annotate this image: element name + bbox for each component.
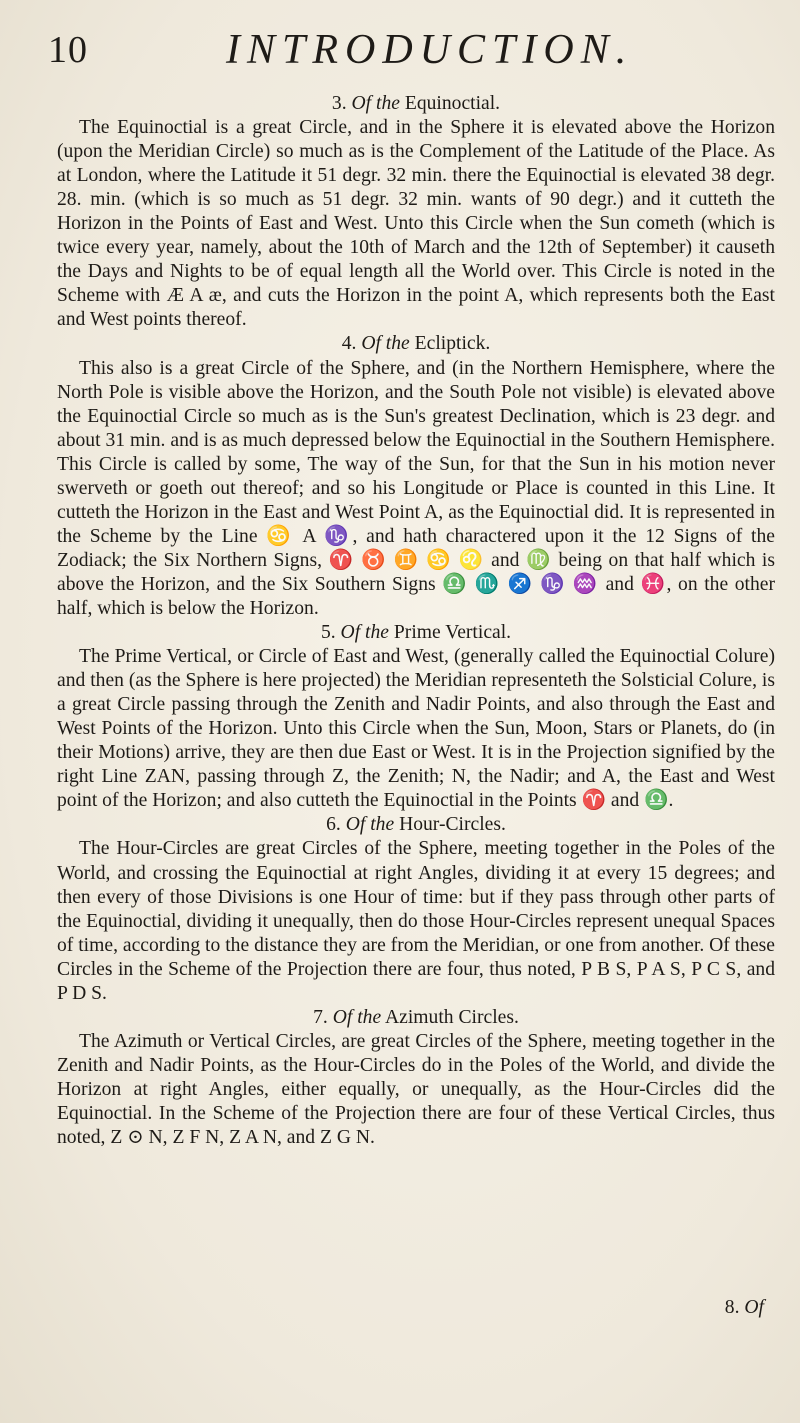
page-number: 10 bbox=[48, 29, 88, 71]
section-heading bbox=[57, 92, 775, 116]
section-paragraph: The Azimuth or Vertical Circles, are great Circles of the Sphere, meeting together in the Zenith and Nadir Points, as the Hour-Circles do in the Poles of the World, and divide the Horizon at right Angles, either equally, or unequally, as the Hour-Circles did the Equinoctial. In the Scheme of the Projection there are four of these Vertical Circles, thus noted, Z ⊙ N, Z F N, Z A N, and Z G N. bbox=[57, 1030, 775, 1149]
page-header bbox=[48, 26, 760, 86]
section-paragraph: The Equinoctial is a great Circle, and in the Sphere it is elevated above the Horizon (upon the Meridian Circle) so much as is the Complement of the Latitude of the Place. As at London, where the Latitude it 51 degr. 32 min. there the Equinoctial is elevated 38 degr. 28. min. (which is so much as 51 degr. 32 min. wants of 90 degr.) and it cutteth the Horizon in the Points of East and West. Unto this Circle when the Sun cometh (which is twice every year, namely, about the 10th of March and the 12th of September) it causeth the Days and Nights to be of equal length all the World over. This Circle is noted in the Scheme with Æ A æ, and cuts the Horizon in the point A, which represents both the East and West points thereof. bbox=[57, 117, 775, 331]
section-title: Ecliptick. bbox=[414, 333, 491, 355]
section-heading bbox=[57, 1006, 775, 1030]
section-of: Of the bbox=[345, 814, 395, 836]
section-of: Of the bbox=[351, 93, 400, 114]
section-heading bbox=[57, 621, 775, 645]
section-number: 5. bbox=[320, 622, 336, 644]
catchword-number: 8. bbox=[724, 1297, 740, 1318]
section-paragraph: This also is a great Circle of the Sphere, and (in the Northern Hemisphere, where the North Pole is visible above the Horizon, and the South Pole not visible) is elevated above the Equinoctial Circle so much as is the Sun's greatest Declination, which is 23 degr. and about 31 min. and is as much depressed below the Equinoctial in the Southern Hemisphere. This Circle is called by some, The way of the Sun, for that the Sun in his motion never swerveth or goeth out thereof; and so his Longitude or Place is counted in this Line. It cutteth the Horizon in the East and West Point A, as the Equinoctial did. It is represented in the Scheme by the Line ♋ A ♑, and hath charactered upon it the 12 Signs of the Zodiack; the Six Northern Signs, ♈ ♉ ♊ ♋ ♌ and ♍ being on that half which is above the Horizon, and the Six Southern Signs ♎ ♏ ♐ ♑ ♒ and ♓, on the other half, which is below the Horizon. bbox=[57, 357, 775, 619]
section-paragraph: The Prime Vertical, or Circle of East and West, (generally called the Equinoctial Colure) and then (as the Sphere is here projected) the Meridian representeth the Solsticial Colure, is a great Circle passing through the Zenith and Nadir Points, and also through the East and West Points of the Horizon. Unto this Circle when the Sun, Moon, Stars or Planets, do (in their Motions) arrive, they are then due East or West. It is in the Projection signified by the right Line ZAN, passing through Z, the Zenith; N, the Nadir; and A, the East and West point of the Horizon; and also cutteth the Equinoctial in the Points ♈ and ♎. bbox=[57, 646, 775, 812]
section-of: Of the bbox=[361, 333, 410, 355]
section-number: 4. bbox=[341, 333, 357, 355]
section-of: Of the bbox=[332, 1006, 382, 1028]
section-paragraph: The Hour-Circles are great Circles of the Sphere, meeting together in the Poles of the World, and crossing the Equinoctial at right Angles, dividing it at every 15 degrees; and then every of those Divisions is one Hour of time: but if they pass through other parts of the Equinoctial, dividing it unequally, then do those Hour-Circles represent unequal Spaces of time, according to the distance they are from the Meridian, or one from another. Of these Circles in the Scheme of the Projection there are four, thus noted, P B S, P A S, P C S, and P D S. bbox=[57, 838, 775, 1004]
section-heading bbox=[57, 332, 775, 356]
section-of: Of the bbox=[340, 622, 389, 644]
section-title: Azimuth Circles. bbox=[385, 1006, 519, 1028]
running-head: INTRODUCTION. bbox=[226, 27, 634, 73]
section-title: Hour-Circles. bbox=[399, 814, 506, 836]
catchword bbox=[725, 1297, 764, 1319]
section-number: 6. bbox=[326, 814, 341, 836]
section-title: Prime Vertical. bbox=[393, 622, 512, 644]
section-number: 7. bbox=[313, 1006, 328, 1028]
section-number: 3. bbox=[331, 93, 347, 114]
section-heading bbox=[57, 813, 775, 837]
catchword-word: Of bbox=[744, 1297, 764, 1318]
section-title: Equinoctial. bbox=[404, 93, 501, 114]
page-body bbox=[57, 92, 775, 1150]
